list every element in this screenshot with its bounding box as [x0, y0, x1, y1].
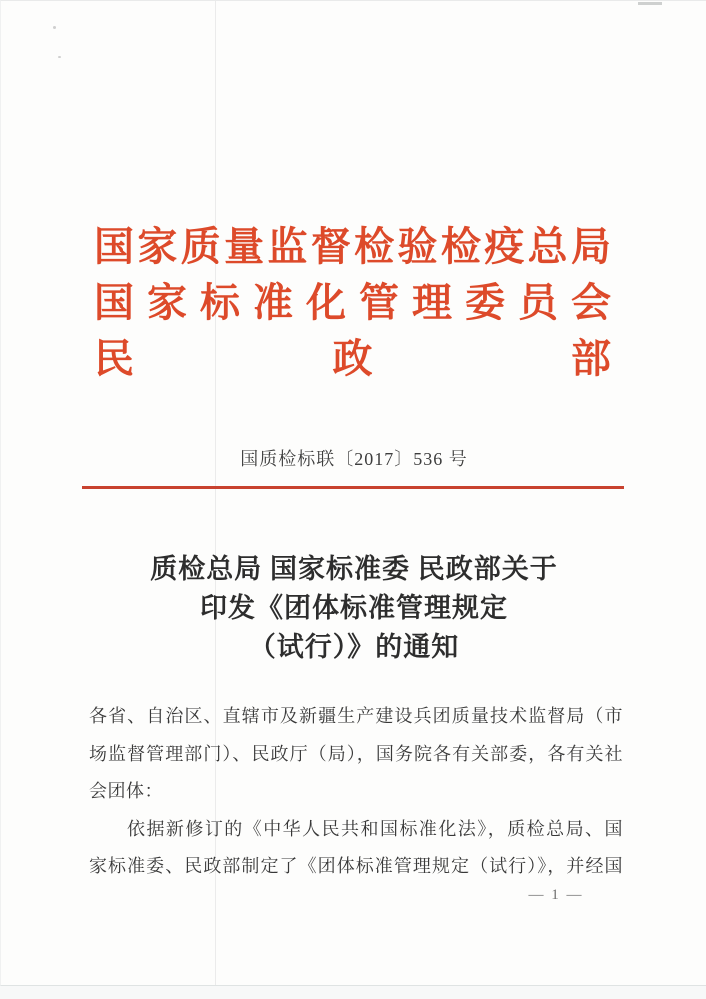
- document-title-line-1: 质检总局 国家标准委 民政部关于: [150, 554, 558, 584]
- issuer-line-2: 国家标准化管理委员会: [94, 280, 611, 325]
- addressee-line-1: 各省、自治区、直辖市及新疆生产建设兵团质量技术监督局（市: [89, 706, 623, 726]
- paragraph-line-1: 依据新修订的《中华人民共和国标准化法》，质检总局、国: [127, 818, 623, 839]
- issuer-line-3: 民政部: [94, 336, 611, 381]
- addressee-line-2: 场监督管理部门）、民政厅（局），国务院各有关部委，各有关社: [89, 743, 623, 764]
- letterhead: [94, 219, 611, 387]
- document-number: 国质检标联〔2017〕536 号: [240, 449, 468, 469]
- red-divider-line: [82, 486, 624, 489]
- document-title: [1, 550, 706, 667]
- document-title-line-3: （试行）》的通知: [248, 632, 460, 662]
- document-title-line-2: 印发《团体标准管理规定: [200, 593, 508, 623]
- addressee-line-3: 会团体：: [89, 781, 163, 801]
- page-number: — 1 —: [528, 887, 584, 903]
- paragraph-line-2: 家标准委、民政部制定了《团体标准管理规定（试行）》，并经国: [89, 856, 623, 876]
- scan-smudge: [638, 2, 662, 5]
- scan-speck: [53, 26, 56, 29]
- scan-speck: [58, 56, 61, 58]
- document-body: [89, 698, 623, 886]
- issuer-line-1: 国家质量监督检验检疫总局: [94, 224, 611, 269]
